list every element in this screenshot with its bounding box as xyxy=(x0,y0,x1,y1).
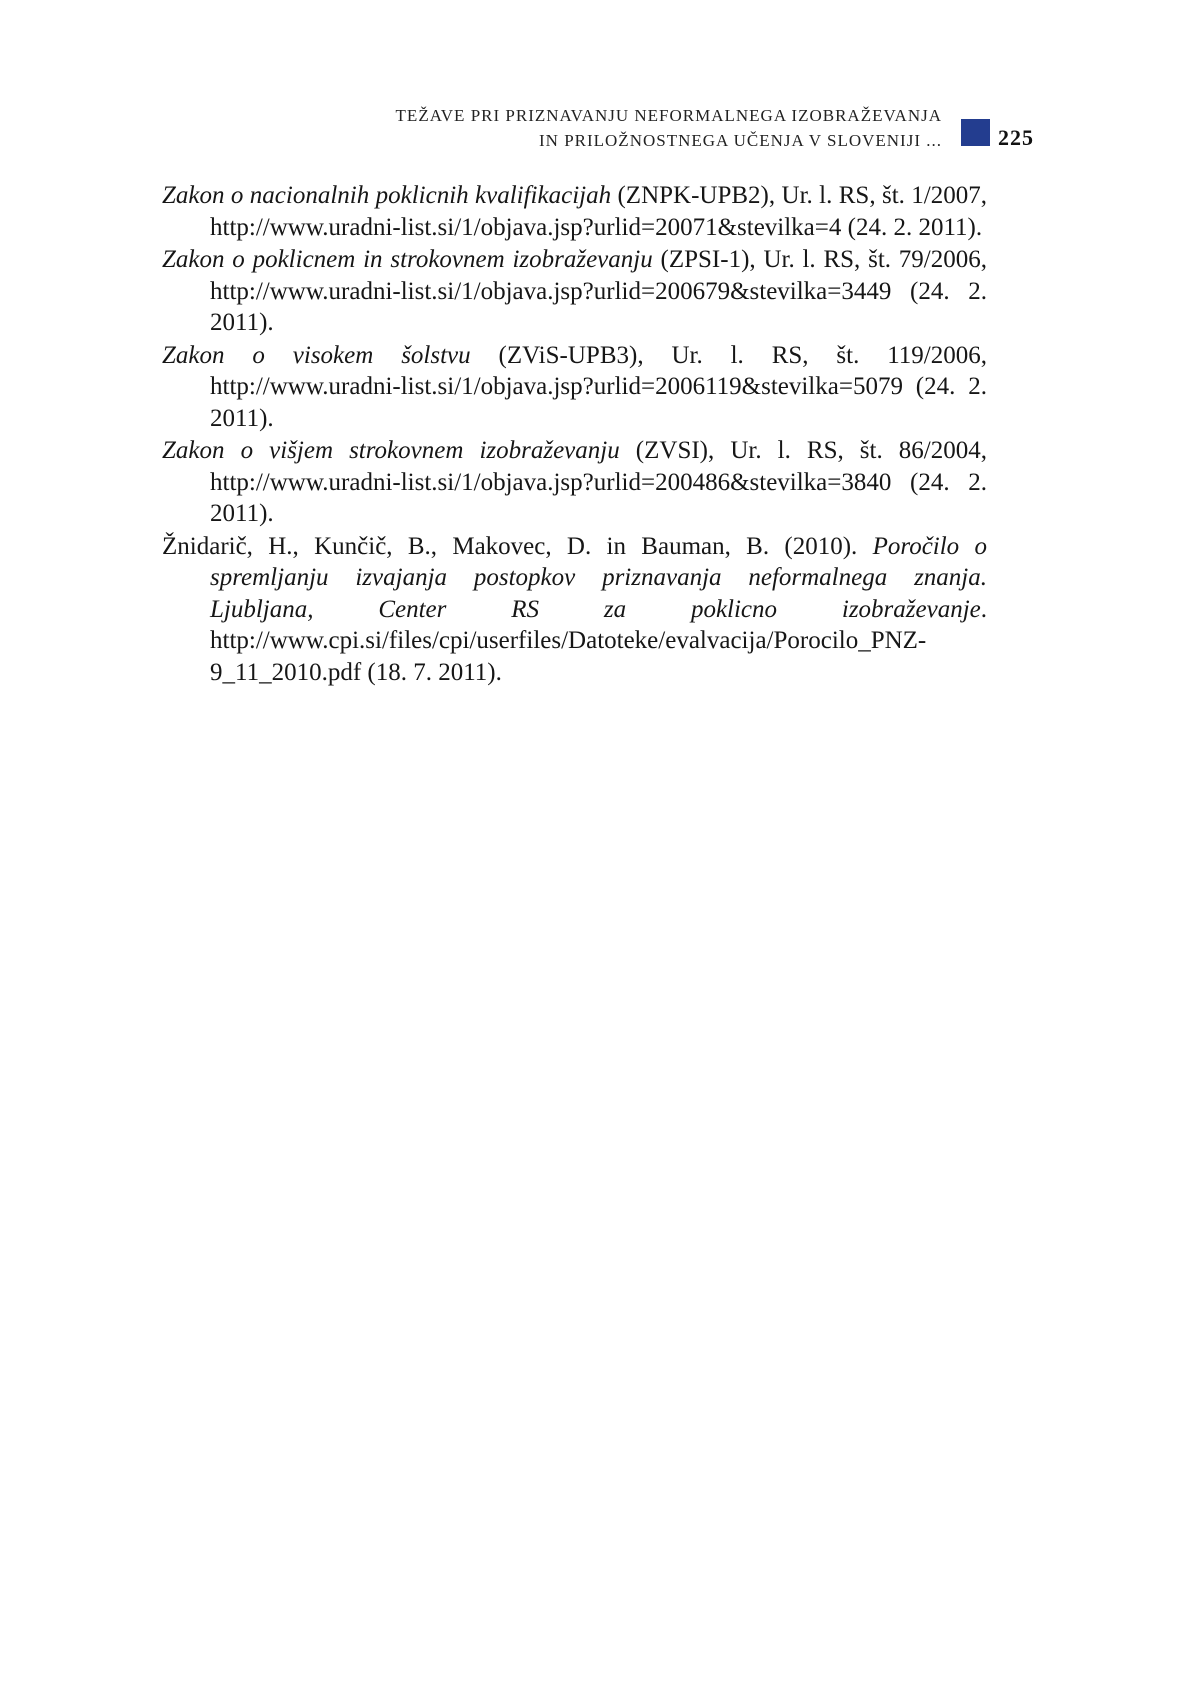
running-head-line-2: IN PRILOŽNOSTNEGA UČENJA V SLOVENIJI ... xyxy=(539,131,942,150)
running-head xyxy=(396,103,942,153)
section-marker xyxy=(961,119,990,146)
reference-entry xyxy=(162,340,987,435)
reference-title: Zakon o poklicnem in strokovnem izobraževanju xyxy=(162,246,653,273)
reference-details: (ZPSI-1), Ur. l. RS, št. 79/2006, http://www.uradni-list.si/1/objava.jsp?urlid=200679&stevilka=3449 (24. 2. 2011). xyxy=(210,246,987,336)
reference-authors: Žnidarič, H., Kunčič, B., Makovec, D. in Bauman, B. (2010). xyxy=(162,532,873,560)
reference-entry xyxy=(162,244,987,339)
page-number: 225 xyxy=(998,125,1034,150)
reference-title: Zakon o višjem strokovnem izobraževanju xyxy=(162,437,620,464)
reference-details: (ZNPK-UPB2), Ur. l. RS, št. 1/2007, http://www.uradni-list.si/1/objava.jsp?urlid=20071&stevilka=4 (24. 2. 2011). xyxy=(210,182,987,241)
reference-details: (ZVSI), Ur. l. RS, št. 86/2004, http://www.uradni-list.si/1/objava.jsp?urlid=200486&stevilka=3840 (24. 2. 2011). xyxy=(210,437,987,527)
reference-details: . http://www.cpi.si/files/cpi/userfiles/Datoteke/evalvacija/Porocilo_PNZ-9_11_2010.pdf (18. 7. 2011). xyxy=(210,595,987,686)
reference-details: (ZViS-UPB3), Ur. l. RS, št. 119/2006, http://www.uradni-list.si/1/objava.jsp?urlid=2006119&stevilka=5079 (24. 2. 2011). xyxy=(210,341,987,432)
reference-entry xyxy=(162,435,987,530)
reference-entry xyxy=(162,531,987,689)
reference-title: Zakon o visokem šolstvu xyxy=(162,341,471,369)
reference-list xyxy=(162,180,987,689)
reference-title: Poročilo o spremljanju izvajanja postopkov priznavanja neformalnega znanja. Ljubljana, Center RS za poklicno izobraževanje xyxy=(210,532,987,623)
reference-entry xyxy=(162,180,987,243)
reference-title: Zakon o nacionalnih poklicnih kvalifikacijah xyxy=(162,182,612,209)
running-head-line-1: TEŽAVE PRI PRIZNAVANJU NEFORMALNEGA IZOBRAŽEVANJA xyxy=(395,106,942,125)
